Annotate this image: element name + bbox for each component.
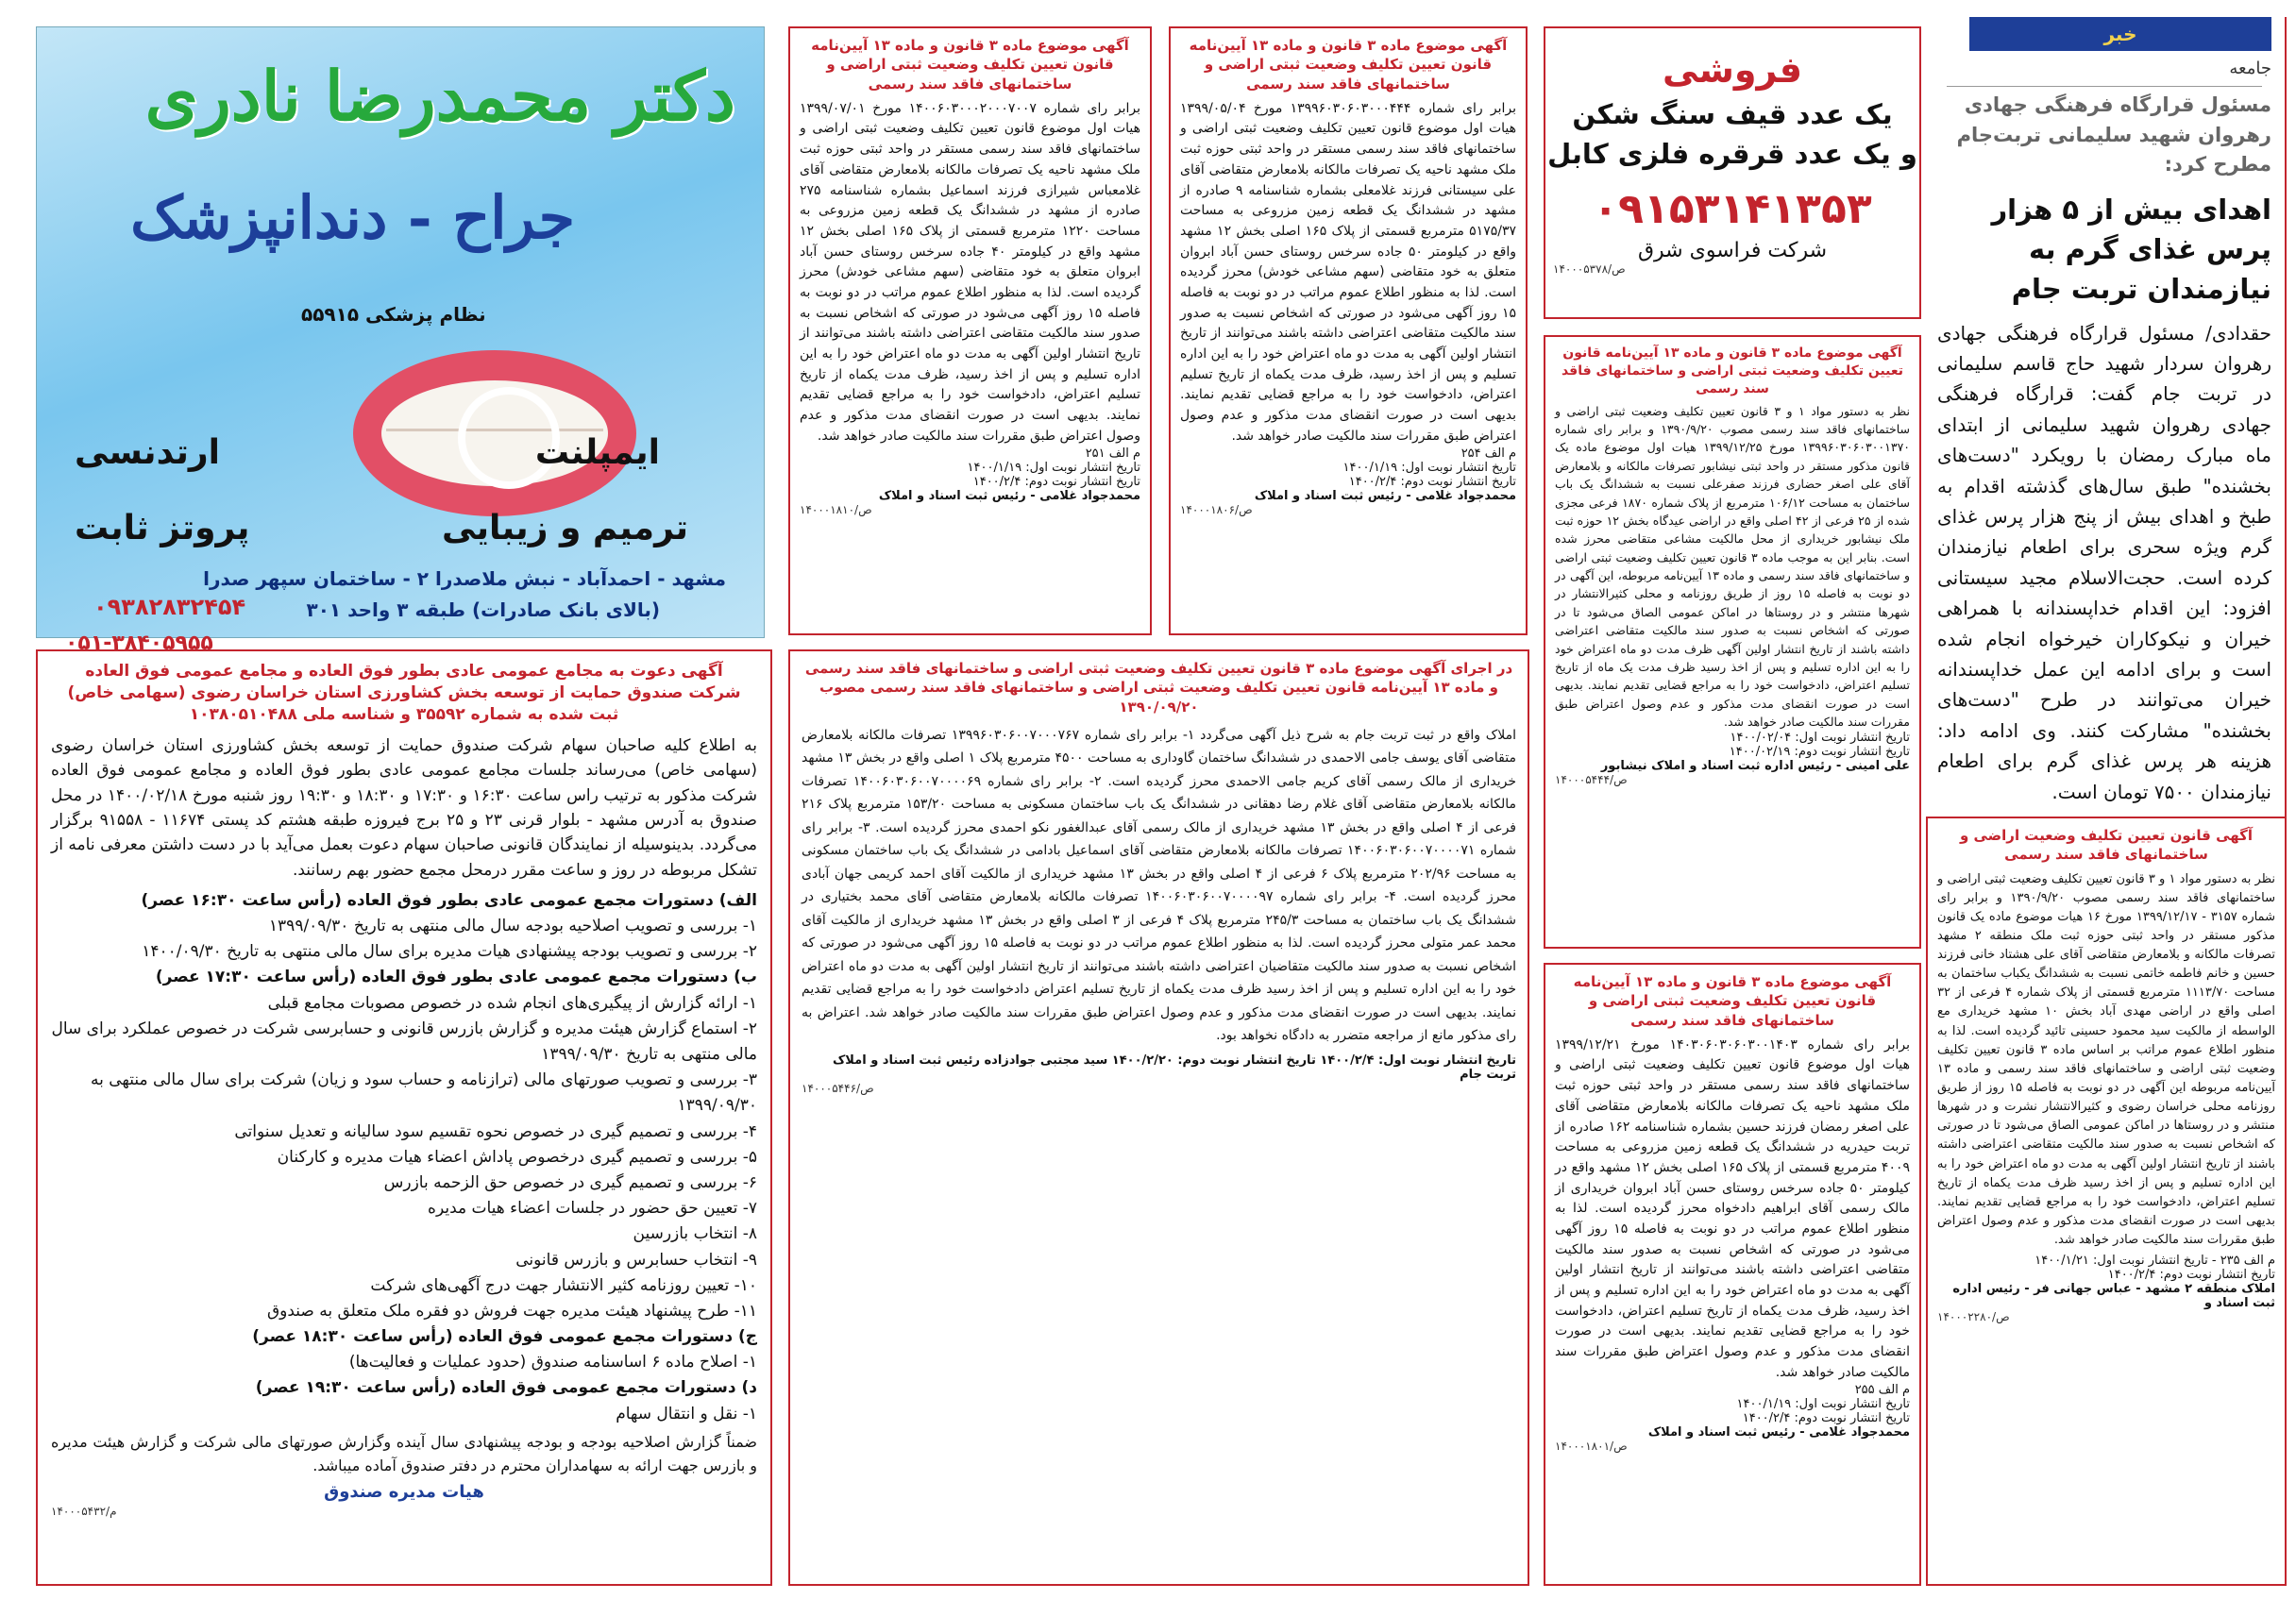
notice-date2: تاریخ انتشار نوبت دوم: ۱۴۰۰/۲/۴ [2107, 1268, 2275, 1283]
agenda-item: ۵- بررسی و تصمیم گیری درخصوص پاداش اعضاء هیات مدیره و کارکنان [277, 1147, 757, 1167]
notice-title: در اجرای آگهی موضوع ماده ۳ قانون تعیین تکلیف وضعیت ثبتی اراضی و ساختمانهای فاقد سند رسمی و ماده ۱۳ آیین‌نامه قانون تعیین تکلیف وضعیت ثبتی اراضی و ساختمانهای فاقد سند رسمی مصوب ۱۳۹۰/۰۹/۲۰ [804, 660, 1513, 716]
divider [1947, 86, 2262, 87]
notice-date1: تاریخ انتشار نوبت اول: ۱۴۰۰/۱/۱۹ [1342, 461, 1516, 476]
sale-company: شرکت فراسوی شرق [1637, 239, 1828, 262]
notice-title: آگهی موضوع ماده ۳ قانون و ماده ۱۳ آیین‌نامه قانون تعیین تکلیف وضعیت ثبتی اراضی و ساختمانهای فاقد سند رسمی [1189, 37, 1508, 93]
notice-body: املاک واقع در ثبت تربت جام به شرح ذیل آگهی می‌گردد ۱- برابر رای شماره ۱۳۹۹۶۰۳۰۶۰۰۷۰۰۰۷۶۷ تصرفات مالکانه بلامعارض متقاضی آقای یوسف جامی الاحمدی در ششدانگ ساختمان گاوداری به مساحت ۴۵۰۰ مترمربع پلاک ۱ اصلی واقع در بخش ۱۳ مشهد خریداری از مالک رسمی آقای کریم جامی الاحمدی محرز گردیده است. ۲- برابر رای شماره ۱۴۰۰۶۰۳۰۶۰۰۷۰۰۰۰۶۹ تصرفات مالکانه بلامعارض متقاضی آقای غلام رضا دهقانی در ششدانگ یک باب ساختمان مسکونی به مساحت ۱۵۳/۲۰ مترمربع پلاک ۲۱۶ فرعی از ۴ اصلی واقع در بخش ۱۳ مشهد خریداری از مالک رسمی آقای عبدالغفور نکو احمدی محرز گردیده است. ۳- برابر رای شماره ۱۴۰۰۶۰۳۰۶۰۰۷۰۰۰۰۷۱ تصرفات مالکانه بلامعارض متقاضی آقای اسماعیل بادامی در ششدانگ یک باب ساختمان مسکونی به مساحت ۲۰۲/۹۶ مترمربع پلاک ۶ فرعی از ۴ اصلی واقع در بخش ۱۳ مشهد خریداری از مالکیت آقای احمد کریمی جهان آبادی محرز گردیده است. ۴- برابر رای شماره ۱۴۰۰۶۰۳۰۶۰۰۷۰۰۰۰۹۷ تصرفات مالکانه بلامعارض متقاضی آقای محمد بختیاری در ششدانگ یک باب ساختمان به مساحت ۲۴۵/۳ مترمربع پلاک ۴ فرعی از ۳ اصلی واقع در بخش ۱۳ مشهد خریداری از مالکیت آقای محمد عمر متولی محرز گردیده است. لذا به منظور اطلاع عموم مراتب در دو نوبت به فاصله ۱۵ روز آگهی می‌شود در صورتی که اشخاص نسبت به صدور سند مالکیت متقاضیان اعتراضی داشته باشند می‌توانند از تاریخ انتشار اولین آگهی به مدت دو ماه اعتراض خود را به این اداره تسلیم و پس از اخذ رسید ظرف مدت یکماه از تاریخ تسلیم اعتراض دادخواست خود را به مراجع قضایی تقدیم نمایند. بدیهی است در صورت انقضای مدت مذکور و عدم وصول اعتراض طبق مقررات سند مالکیت صادر خواهد شد. اعتراض به رای مذکور مانع از مراجعه متضرر به دادگاه نخواهد بود. [802, 727, 1517, 1044]
sale-phone: ۰۹۱۵۳۱۴۱۳۵۳ [1593, 185, 1872, 233]
notice-land-b [1169, 26, 1528, 635]
sale-ad [1544, 26, 1921, 319]
agenda-item: ۲- استماع گزارش هیئت مدیره و گزارش بازرس قانونی و حسابرسی شرکت در خصوص عملکرد برای سال مالی منتهی به تاریخ ۱۳۹۹/۰۹/۳۰ [51, 1019, 757, 1064]
agenda-item: ۸- انتخاب بازرسین [633, 1224, 757, 1244]
notice-signer: محمدجواد غلامی - رئیس ثبت اسناد و املاک [1647, 1425, 1910, 1440]
notice-date1: تاریخ انتشار نوبت اول: ۱۴۰۰/۱/۱۹ [967, 461, 1140, 476]
assembly-registration: ثبت شده به شماره ۳۵۵۹۲ و شناسه ملی ۱۰۳۸۰۵۱۰۴۸۸ [189, 704, 619, 724]
agenda-item: ۶- بررسی و تصمیم گیری در خصوص حق الزحمه بازرس [383, 1172, 757, 1192]
notice-body: برابر رای شماره ۱۳۹۹۶۰۳۰۶۰۳۰۰۰۴۴۴ مورخ ۱۳۹۹/۰۵/۰۴ هیات اول موضوع قانون تعیین تکلیف وضعیت ثبتی اراضی و ساختمانهای فاقد سند رسمی مستقر در واحد ثبتی حوزه ثبت ملک مشهد ناحیه یک تصرفات مالکانه بلامعارض متقاضی آقای علی سیستانی فرزند غلامعلی بشماره شناسنامه ۹ صادره از مشهد در ششدانگ یک قطعه زمین مزروعی به مساحت ۵۱۷۵/۳۷ مترمربع قسمتی از پلاک ۱۶۵ اصلی بخش ۱۲ مشهد واقع در کیلومتر ۵۰ جاده سرخس روستای حسن آباد ابروان متعلق به خود متقاضی (سهم مشاعی خودش) محرز گردیده است. لذا به منظور اطلاع عموم مراتب در دو نوبت به فاصله ۱۵ روز آگهی می‌شود در صورتی که اشخاص نسبت به صدور سند مالکیت متقاضی اعتراضی داشته باشند می‌توانند از تاریخ انتشار اولین آگهی به مدت دو ماه اعتراض خود را به این اداره تسلیم و پس از اخذ رسید، ظرف مدت یکماه از تاریخ تسلیم اعتراض، دادخواست خود را به مراجع قضایی تقدیم نمایند. بدیهی است در صورت انقضای مدت مذکور و عدم وصول اعتراض طبق مقررات سند مالکیت صادر خواهد شد. [1180, 100, 1516, 444]
notice-ref: م الف ۲۵۱ [1085, 446, 1140, 462]
notice-land-c [1544, 335, 1921, 949]
notice-title: آگهی موضوع ماده ۳ قانون و ماده ۱۳ آیین‌نامه قانون تعیین تکلیف وضعیت ثبتی اراضی و ساختمانهای فاقد سند رسمی [811, 37, 1129, 93]
agenda-heading: الف) دستورات مجمع عمومی عادی بطور فوق العاده (رأس ساعت ۱۶:۳۰ عصر) [141, 890, 757, 910]
news-tag: خبر [1969, 17, 2271, 51]
notice-date2: تاریخ انتشار نوبت دوم: ۱۴۰۰/۲/۴ [972, 475, 1140, 490]
assembly-agenda [51, 888, 757, 1427]
sale-line1: یک عدد قیف سنگ شکن [1572, 98, 1893, 130]
dentist-address-2: (بالای بانک صادرات) طبقه ۳ واحد ۳۰۱ [306, 598, 660, 621]
notice-code: ۱۴۰۰۰۵۴۴۶/ص [802, 1081, 874, 1095]
agenda-item: ۷- تعیین حق حضور در جلسات اعضاء هیات مدیره [428, 1199, 757, 1219]
agenda-item: ۳- بررسی و تصویب صورتهای مالی (ترازنامه و حساب سود و زیان) شرکت برای سال مالی منتهی به ۱۳۹۹/۰۹/۳۰ [91, 1070, 757, 1116]
notice-date2: تاریخ انتشار نوبت دوم: ۱۴۰۰/۲/۴ [1742, 1411, 1910, 1426]
agenda-heading: ج) دستورات مجمع عمومی فوق العاده (رأس ساعت ۱۸:۳۰ عصر) [252, 1327, 757, 1347]
notice-land-f [788, 649, 1529, 1586]
assembly-title: آگهی دعوت به مجامع عمومی عادی بطور فوق العاده و مجامع عمومی فوق العاده [85, 662, 723, 681]
sale-code: ۱۴۰۰۰۵۳۷۸/ص [1553, 262, 1626, 276]
sale-line2: و یک عدد قرقره فلزی کابل [1547, 138, 1917, 170]
notice-signer: محمدجواد غلامی - رئیس ثبت اسناد و املاک [1254, 489, 1516, 504]
notice-code: ۱۴۰۰۰۲۲۸۰/ص [1937, 1310, 2010, 1324]
dentist-license: نظام پزشکی ۵۵۹۱۵ [301, 303, 486, 326]
notice-land-a [788, 26, 1152, 635]
news-section: جامعه [2229, 59, 2271, 78]
agenda-item: ۹- انتخاب حسابرس و بازرس قانونی [515, 1250, 757, 1270]
notice-ref: م الف ۲۳۵ - تاریخ انتشار نوبت اول: ۱۴۰۰/۱/۲۱ [2034, 1254, 2275, 1269]
notice-date2: تاریخ انتشار نوبت دوم: ۱۴۰۰/۲/۴ [1348, 475, 1516, 490]
assembly-sign: هیات مدیره صندوق [324, 1482, 484, 1503]
notice-code: ۱۴۰۰۰۵۴۴۴/ص [1555, 773, 1628, 787]
agenda-item: ۱۰- تعیین روزنامه کثیر الانتشار جهت درج آگهی‌های شرکت [370, 1275, 757, 1295]
agenda-item: ۲- بررسی و تصویب بودجه پیشنهادی هیات مدیره برای سال مالی منتهی به تاریخ ۱۴۰۰/۰۹/۳۰ [142, 942, 757, 962]
notice-date2: تاریخ انتشار نوبت دوم: ۱۴۰۰/۰۲/۱۹ [1729, 745, 1910, 760]
service-cosmetic: ترمیم و زیبایی [442, 509, 688, 547]
assembly-footer: ضمناً گزارش اصلاحیه بودجه و بودجه پیشنهادی سال آینده وگزارش صورتهای مالی شرکت و گزارش هیئت مدیره و بازرس جهت ارائه به سهامداران محترم در دفتر صندوق آماده میباشد. [51, 1432, 757, 1474]
notice-body: نظر به دستور مواد ۱ و ۳ قانون تعیین تکلیف وضعیت ثبتی اراضی و ساختمانهای فاقد سند رسمی مصوب ۱۳۹۰/۹/۲۰ و برابر رای شماره ۳۱۵۷ - ۱۳۹۹/۱۲/۱۷ مورخ ۱۶ هیات موضوع ماده یک قانون مذکور مستقر در واحد ثبتی حوزه ثبت ملک منطقه ۲ مشهد تصرفات مالکانه و بلامعارض متقاضی آقای علی هشتاد خانی فرزند حسین و خانم فاطمه خاتمی نسبت به ششدانگ یکباب ساختمان به مساحت ۱۱۱۳/۷۰ مترمربع قسمتی از پلاک شماره ۴ فرعی از ۳۲ اصلی واقع در اراضی مهدی آباد بخش ۱۰ مشهد خریداری مع الواسطه از مالکیت سید محمود حسینی تائید گردیده است. لذا به منظور اطلاع عموم مراتب بر اساس ماده ۳ قانون تعیین تکلیف وضعیت ثبتی اراضی و ساختمانهای فاقد سند رسمی و ماده ۱۳ آیین‌نامه مربوطه این آگهی در دو نوبت به فاصله ۱۵ روز از طریق روزنامه محلی خراسان رضوی و کثیرالانتشار نشرت و در شهرها منتشر و در روستاها در اماکن عمومی الصاق می‌شود تا در صورتی که اشخاص نسبت به صدور سند مالکیت متقاضی اعتراضی داشته باشند از تاریخ انتشار اولین آگهی به مدت دو ماه اعتراض خود را به این اداره تسلیم و پس از اخذ رسید ظرف مدت یکماه از تاریخ تسلیم اعتراض، دادخواست خود را به مراجع قضایی تقدیم نمایند. بدیهی است در صورت انقضای مدت مذکور و عدم وصول اعتراض طبق مقررات سند مالکیت صادر خواهد شد. [1937, 871, 2276, 1248]
notice-signer: محمدجواد غلامی - رئیس ثبت اسناد و املاک [878, 489, 1140, 504]
notice-date1: تاریخ انتشار نوبت اول: ۱۴۰۰/۱/۱۹ [1736, 1397, 1910, 1412]
notice-date1: تاریخ انتشار نوبت اول: ۱۴۰۰/۰۲/۰۴ [1730, 731, 1910, 746]
dentist-specialty: جراح - دندانپزشک [130, 183, 575, 252]
notice-code: ۱۴۰۰۰۱۸۰۶/ص [1180, 503, 1253, 517]
agenda-item: ۱- بررسی و تصویب اصلاحیه بودجه سال مالی منتهی به تاریخ ۱۳۹۹/۰۹/۳۰ [268, 917, 757, 936]
notice-land-e [1926, 817, 2287, 1586]
dentist-phone: ۰۵۱-۳۸۴۰۵۹۵۵ [65, 632, 213, 655]
assembly-company: شرکت صندوق حمایت از توسعه بخش کشاورزی استان خراسان رضوی (سهامی خاص) [67, 682, 741, 702]
agenda-item: ۱- نقل و انتقال سهام [616, 1404, 757, 1423]
notice-signer: املاک منطقه ۲ مشهد - عباس جهانی فر - رئیس اداره ثبت اسناد و [1952, 1282, 2275, 1311]
dentist-mobile: ۰۹۳۸۲۸۳۲۴۵۴ [93, 594, 246, 620]
agenda-item: ۴- بررسی و تصمیم گیری در خصوص نحوه تقسیم سود سالیانه و تعدیل سنواتی [234, 1121, 757, 1141]
notice-title: آگهی موضوع ماده ۳ قانون و ماده ۱۳ آیین‌نامه قانون تعیین تکلیف وضعیت ثبتی اراضی و ساختمانهای فاقد سند رسمی [1573, 973, 1892, 1029]
notice-body: برابر رای شماره ۱۴۰۰۶۰۳۰۰۰۲۰۰۰۷۰۰۷ مورخ ۱۳۹۹/۰۷/۰۱ هیات اول موضوع قانون تعیین تکلیف وضعیت ثبتی اراضی و ساختمانهای فاقد سند رسمی مستقر در واحد ثبتی حوزه ثبت ملک مشهد ناحیه یک تصرفات مالکانه بلامعارض متقاضی آقای غلامعباس شیرازی فرزند اسماعیل بشماره شناسنامه ۲۷۵ صادره از مشهد در ششدانگ یک قطعه زمین مزروعی به مساحت ۱۲۲۰ مترمربع قسمتی از پلاک ۱۶۵ اصلی بخش ۱۲ مشهد واقع در کیلومتر ۴۰ جاده سرخس روستای حسن آباد ابروان متعلق به خود متقاضی (سهم مشاعی خودش) محرز گردیده است. لذا به منظور اطلاع عموم مراتب در دو نوبت به فاصله ۱۵ روز آگهی می‌شود در صورتی که اشخاص نسبت به صدور سند مالکیت متقاضی اعتراضی داشته باشند می‌توانند از تاریخ انتشار اولین آگهی به مدت دو ماه اعتراض خود را به این اداره تسلیم و پس از اخذ رسید، ظرف مدت یکماه از تاریخ تسلیم اعتراض، دادخواست خود را به مراجع قضایی تقدیم نمایند. بدیهی است در صورت انقضای مدت مذکور و عدم وصول اعتراض طبق مقررات سند مالکیت صادر خواهد شد. [800, 100, 1141, 444]
assembly-notice [36, 649, 772, 1586]
notice-ref: م الف ۲۵۵ [1854, 1383, 1910, 1398]
dentist-name: دکتر محمدرضا نادری [144, 56, 735, 136]
notice-title: آگهی قانون تعیین تکلیف وضعیت اراضی و ساختمانهای فاقد سند رسمی [1959, 827, 2254, 864]
sale-heading: فروشی [1663, 49, 1802, 91]
notice-land-d [1544, 963, 1921, 1586]
agenda-heading: ب) دستورات مجمع عمومی عادی بطور فوق العاده (رأس ساعت ۱۷:۳۰ عصر) [155, 968, 757, 987]
news-subhead: مسئول قرارگاه فرهنگی جهادی رهروان شهید سلیمانی تربت‌جام مطرح کرد: [1956, 93, 2271, 176]
dentist-address: مشهد - احمدآباد - نبش ملاصدرا ۲ - ساختمان سپهر صدرا [203, 567, 726, 590]
notice-code: ۱۴۰۰۰۱۸۱۰/ص [800, 503, 872, 517]
service-implant: ایمپلنت [534, 433, 660, 472]
news-headline: اهدای بیش از ۵ هزار پرس غذای گرم به نیازمندان تربت جام [1991, 193, 2271, 305]
agenda-item: ۱۱- طرح پیشنهاد هیئت مدیره جهت فروش دو فقره ملک متعلق به صندوق [266, 1301, 757, 1321]
notice-title: آگهی موضوع ماده ۳ قانون و ماده ۱۳ آیین‌نامه قانون تعیین تکلیف وضعیت ثبتی اراضی و ساختمانهای فاقد سند رسمی [1561, 345, 1904, 396]
notice-code: ۱۴۰۰۰۱۸۰۱/ص [1555, 1440, 1628, 1454]
agenda-item: ۱- ارائه گزارش از پیگیری‌های انجام شده در خصوص مصوبات مجامع قبلی [267, 993, 757, 1013]
notice-ref: م الف ۲۵۴ [1460, 446, 1516, 462]
assembly-code: ۱۴۰۰۰۵۴۳۲/م [51, 1504, 117, 1518]
agenda-heading: د) دستورات مجمع عمومی فوق العاده (رأس ساعت ۱۹:۳۰ عصر) [255, 1378, 757, 1398]
assembly-intro: به اطلاع کلیه صاحبان سهام شرکت صندوق حمایت از توسعه بخش کشاورزی استان خراسان رضوی (سهامی خاص) می‌رساند جلسات مجامع عمومی عادی بطور فوق العاده و مجامع عمومی فوق العاده شرکت مذکور به ترتیب راس ساعت ۱۶:۳۰ و ۱۷:۳۰ و ۱۸:۳۰ و ۱۹:۳۰ روز شنبه مورخ ۱۴۰۰/۰۲/۱۸ در محل صندوق به آدرس مشهد - بلوار قرنی ۲۳ و ۲۵ برج فیروزه طبقه هشتم کد پستی ۱۱۶۷۴ - ۹۱۵۵۸ برگزار می‌گردد. بدینوسیله از نمایندگان قانونی صاحبان سهام دعوت بعمل می‌آید با در دست داشتن معرفی نامه از تشکل مربوطه در روز و ساعت مقرر درمحل مجمع حضور بهم رسانند. [51, 735, 757, 880]
news-body: حقدادی/ مسئول قرارگاه فرهنگی جهادی رهروان سردار شهید حاج قاسم سلیمانی در تربت جام گفت: قرارگاه فرهنگی جهادی رهروان شهید سلیمانی از ابتدای ماه مبارک رمضان با رویکرد "دست‌های بخشنده" طبق سال‌های گذشته اقدام به طبخ و اهدای بیش از پنج هزار پرس غذای گرم ویژه سحری برای اطعام نیازمندان کرده است. حجت‌الاسلام مجید سیستانی افزود: این اقدام خداپسندانه با همراهی خیران و نیکوکاران خیرخواه انجام شده است و برای ادامه این عمل خداپسندانه خیران می‌توانند در طرح "دست‌های بخشنده" مشارکت کنند. وی ادامه داد: هزینه هر پرس غذای گرم برای اطعام نیازمندان ۷۵۰۰ تومان است. [1937, 321, 2271, 803]
dentist-banner [36, 26, 765, 655]
notice-body: برابر رای شماره ۱۴۰۳۰۶۰۳۰۶۰۳۰۰۱۴۰۳ مورخ ۱۳۹۹/۱۲/۲۱ هیات اول موضوع قانون تعیین تکلیف وضعیت ثبتی اراضی و ساختمانهای فاقد سند رسمی مستقر در واحد ثبتی حوزه ثبت ملک مشهد ناحیه یک تصرفات مالکانه بلامعارض متقاضی آقای علی اصغر رمضان فرزند حسین بشماره شناسنامه ۱۶۲ صادره از تربت حیدریه در ششدانگ یک قطعه زمین مزروعی به مساحت ۴۰۰۹ مترمربع قسمتی از پلاک ۱۶۵ اصلی بخش ۱۲ مشهد واقع در کیلومتر ۵۰ جاده سرخس روستای حسن آباد ابروان خریداری از مالک رسمی آقای ابراهیم دادخواه محرز گردیده است. لذا به منظور اطلاع عموم مراتب در دو نوبت به فاصله ۱۵ روز آگهی می‌شود در صورتی که اشخاص نسبت به صدور سند مالکیت متقاضی اعتراضی داشته باشند می‌توانند از تاریخ انتشار اولین آگهی به مدت دو ماه اعتراض خود را به این اداره تسلیم و پس از اخذ رسید، ظرف مدت یکماه از تاریخ تسلیم اعتراض، دادخواست خود را به مراجع قضایی تقدیم نمایند. بدیهی است در صورت انقضای مدت مذکور و عدم وصول اعتراض طبق مقررات سند مالکیت صادر خواهد شد. [1555, 1036, 1911, 1380]
notice-signer: علی امینی - رئیس اداره ثبت اسناد و املاک نیشابور [1600, 759, 1910, 774]
notice-body: نظر به دستور مواد ۱ و ۳ قانون تعیین تکلیف وضعیت ثبتی اراضی و ساختمانهای فاقد سند رسمی مصوب ۱۳۹۰/۹/۲۰ و برابر رای شماره ۱۳۹۹۶۰۳۰۶۰۳۰۰۱۳۷۰ مورخ ۱۳۹۹/۱۲/۲۵ هیات اول موضوع ماده یک قانون مذکور مستقر در واحد ثبتی نیشابور تصرفات مالکانه و بلامعارض آقای علی اصغر حضاری فرزند صفرعلی نسبت به ششدانگ یک باب ساختمان به مساحت ۱۰۶/۱۲ مترمربع از پلاک شماره ۱۸۷۰ فرعی مجزی شده از ۲۵ فرعی از ۴۲ اصلی واقع در اراضی عیدگاه بخش ۱۲ حوزه ثبت ملک نیشابور خریداری از محل مالکیت مشاعی متقاضی محرز شده است. بنابر این به موجب ماده ۳ قانون تعیین تکلیف وضعیت ثبتی اراضی و ساختمانهای فاقد سند رسمی و ماده ۱۳ آیین‌نامه مربوطه، این آگهی در دو نوبت به فاصله ۱۵ روز از طریق روزنامه و محلی کثیرالانتشار در شهرها منتشر و در روستاها در اماکن عمومی الصاق می‌شود تا در صورتی که اشخاص نسبت به صدور سند مالکیت متقاضی اعتراضی داشته باشند از تاریخ انتشار اولین آگهی ظرف مدت دو ماه اعتراض خود را به این اداره تسلیم و پس از اخذ رسید ظرف مدت یک ماه از تاریخ تسلیم اعتراض، دادخواست خود را به مراجع قضایی تقدیم نمایند. بدیهی است در صورت انقضای مدت مذکور و عدم وصول اعتراض طبق مقررات سند مالکیت صادر خواهد شد. [1555, 403, 1911, 730]
notice-dates: تاریخ انتشار نوبت اول: ۱۴۰۰/۲/۴ تاریخ انتشار نوبت دوم: ۱۴۰۰/۲/۲۰ سید مجتبی جوادزاده رئیس ثبت اسناد و املاک تربت جام [832, 1053, 1516, 1082]
agenda-item: ۱- اصلاح ماده ۶ اساسنامه صندوق (حدود عملیات و فعالیت‌ها) [348, 1353, 757, 1373]
service-prosthesis: پروتز ثابت [75, 509, 250, 547]
service-orthodontics: ارتدنسی [75, 433, 220, 472]
